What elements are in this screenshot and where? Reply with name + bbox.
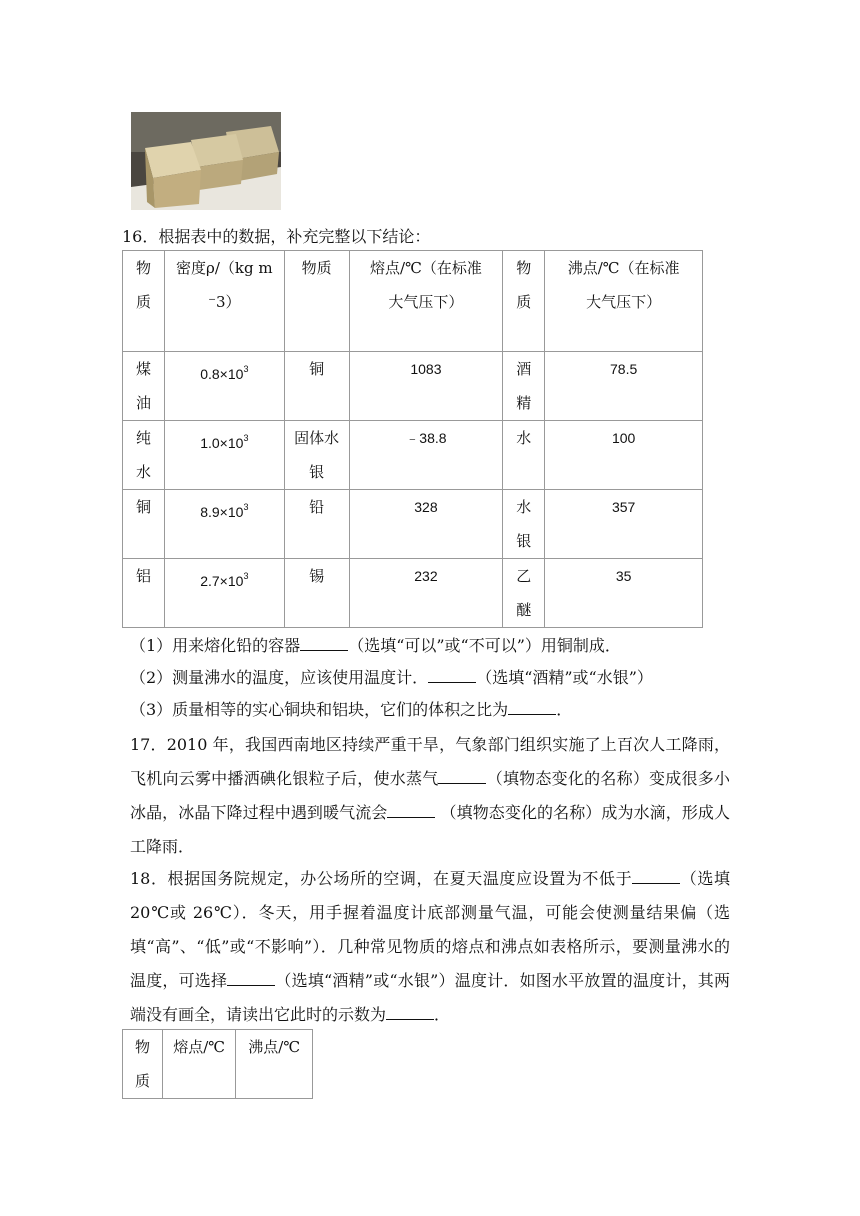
answer-blank[interactable] bbox=[386, 1003, 434, 1020]
table-header-row bbox=[123, 251, 703, 352]
answer-blank[interactable] bbox=[387, 801, 435, 818]
answer-blank[interactable] bbox=[428, 666, 476, 683]
cell-substance: 酒精 bbox=[503, 352, 545, 421]
header-substance-2: 物质 bbox=[284, 251, 349, 352]
cell-substance: 锡 bbox=[284, 559, 349, 628]
header-substance-3: 物质 bbox=[503, 251, 545, 352]
cell-substance: 铜 bbox=[284, 352, 349, 421]
cell-boiling-point: 357 bbox=[545, 490, 703, 559]
q16-title: 16．根据表中的数据，补充完整以下结论： bbox=[122, 227, 431, 246]
cell-substance: 水 bbox=[503, 421, 545, 490]
q16-sub-1: （1）用来熔化铅的容器 （选填“可以”或“不可以”）用铜制成． bbox=[130, 636, 621, 655]
cell-substance: 铅 bbox=[284, 490, 349, 559]
cell-boiling-point: 78.5 bbox=[545, 352, 703, 421]
cell-melting-point: 1083 bbox=[349, 352, 503, 421]
q16-data-table bbox=[122, 250, 703, 628]
header-substance-1: 物质 bbox=[123, 251, 165, 352]
header-melting-point: 熔点/℃（在标准大气压下） bbox=[349, 251, 503, 352]
header-substance: 物质 bbox=[123, 1030, 163, 1099]
question-17: 17．2010 年，我国西南地区持续严重干旱，气象部门组织实施了上百次人工降雨，飞机向云雾中播洒碘化银粒子后，使水蒸气 （填物态变化的名称）变成很多小冰晶，冰晶下降过程中遇到暖气流会 （填物态变化的名称）成为水滴，形成人工降雨． bbox=[130, 735, 730, 856]
table-row bbox=[123, 559, 703, 628]
question-18: 18．根据国务院规定，办公场所的空调，在夏天温度应设置为不低于 （选填 20℃或 26℃）．冬天，用手握着温度计底部测量气温，可能会使测量结果偏（选填“高”、“低”或“不影响”）．几种常见物质的熔点和沸点如表格所示，要测量沸水的温度，可选择 （选填“酒精”或“水银”）温度计．如图水平放置的温度计，其两端没有画全，请读出它此时的示数为 ． bbox=[130, 869, 730, 1024]
header-boiling-point: 沸点/℃（在标准大气压下） bbox=[545, 251, 703, 352]
cell-melting-point: 328 bbox=[349, 490, 503, 559]
cell-boiling-point: 35 bbox=[545, 559, 703, 628]
cell-boiling-point: 100 bbox=[545, 421, 703, 490]
answer-blank[interactable] bbox=[300, 634, 348, 651]
header-boiling-point: 沸点/℃ bbox=[236, 1030, 313, 1099]
q16-sub-2: （2）测量沸水的温度，应该使用温度计． （选填“酒精”或“水银”） bbox=[130, 668, 653, 687]
cell-density: $2.7\times 10^3$ bbox=[164, 559, 284, 628]
header-density: 密度ρ/（kg m ⁻3） bbox=[164, 251, 284, 352]
cake-photo bbox=[131, 112, 281, 210]
cell-melting-point: 232 bbox=[349, 559, 503, 628]
cell-substance: 固体水银 bbox=[284, 421, 349, 490]
answer-blank[interactable] bbox=[438, 767, 486, 784]
cell-density: $8.9\times 10^3$ bbox=[164, 490, 284, 559]
q16-sub-3: （3）质量相等的实心铜块和铝块，它们的体积之比为 ． bbox=[130, 700, 573, 719]
answer-blank[interactable] bbox=[227, 969, 275, 986]
answer-blank[interactable] bbox=[508, 698, 556, 715]
table-row bbox=[123, 421, 703, 490]
table-row bbox=[123, 490, 703, 559]
cell-substance: 煤油 bbox=[123, 352, 165, 421]
table-row bbox=[123, 352, 703, 421]
cell-substance: 水银 bbox=[503, 490, 545, 559]
cell-melting-point: ﹣38.8 bbox=[349, 421, 503, 490]
answer-blank[interactable] bbox=[632, 867, 680, 884]
q18-small-table bbox=[122, 1029, 313, 1099]
cell-substance: 乙醚 bbox=[503, 559, 545, 628]
cell-substance: 铝 bbox=[123, 559, 165, 628]
cell-density: $0.8\times 10^3$ bbox=[164, 352, 284, 421]
table-header-row bbox=[123, 1030, 313, 1099]
header-melting-point: 熔点/℃ bbox=[162, 1030, 236, 1099]
cell-density: $1.0\times 10^3$ bbox=[164, 421, 284, 490]
cell-substance: 铜 bbox=[123, 490, 165, 559]
cell-substance: 纯水 bbox=[123, 421, 165, 490]
